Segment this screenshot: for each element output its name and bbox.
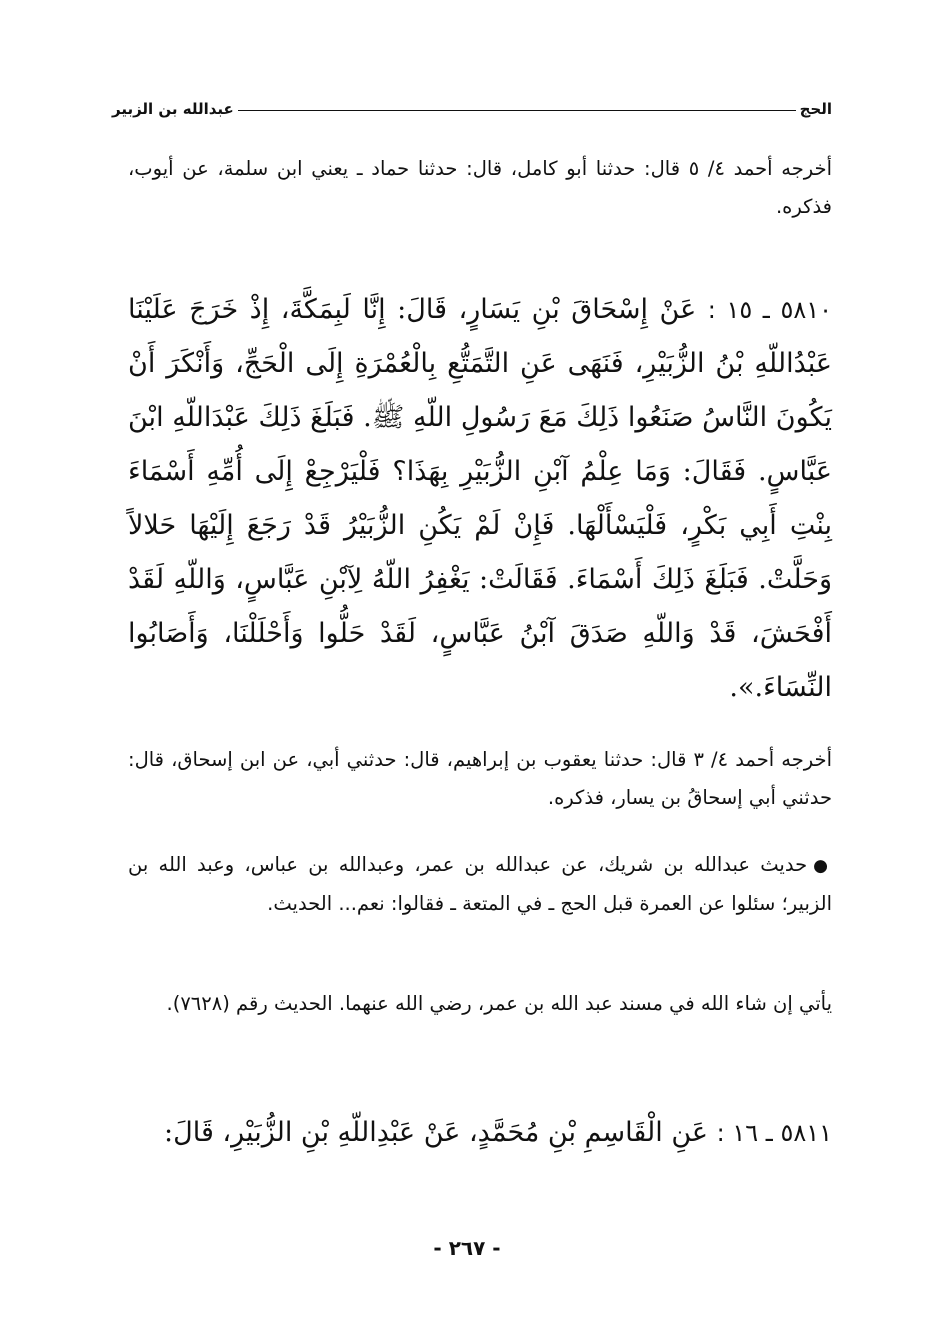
hadith-text: عَنِ الْقَاسِمِ بْنِ مُحَمَّدٍ، عَنْ عَبْدِاللّهِ بْنِ الزُّبَيْرِ، قَالَ:	[164, 1117, 709, 1148]
running-header	[108, 94, 836, 124]
header-rule	[200, 110, 796, 111]
note-text: حديث عبدالله بن شريك، عن عبدالله بن عمر، وعبدالله بن عباس، وعبد الله بن الزبير؛ سئلوا عن العمرة قبل الحج ـ في المتعة ـ فقالوا: نعم... الحديث.	[128, 853, 832, 915]
bullet-icon: ●	[813, 856, 832, 876]
note-takhrij-2: أخرجه أحمد ٤/ ٣ قال: حدثنا يعقوب بن إبراهيم، قال: حدثني أبي، عن ابن إسحاق، قال: حدثني أبي إسحاقُ بن يسار، فذكره.	[128, 748, 832, 809]
hadith-5810	[128, 283, 832, 715]
hadith-text: عَنْ إِسْحَاقَ بْنِ يَسَارٍ، قَالَ: إِنَّا لَبِمَكَّةَ، إِذْ خَرَجَ عَلَيْنَا عَبْدُاللّهِ بْنُ الزُّبَيْرِ، فَنَهَى عَنِ التَّمَتُّعِ بِالْعُمْرَةِ إِلَى الْحَجِّ، وَأَنْكَرَ أَنْ يَكُونَ النَّاسُ صَنَعُوا ذَلِكَ مَعَ رَسُولِ اللّهِ ﷺ. فَبَلَغَ ذَلِكَ عَبْدَاللّهِ ابْنَ عَبَّاسٍ. فَقَالَ: وَمَا عِلْمُ آبْنِ الزُّبَيْرِ بِهَذَا؟ فَلْيَرْجِعْ إِلَى أُمِّهِ أَسْمَاءَ بِنْتِ أَبِي بَكْرٍ، فَلْيَسْأَلْهَا. فَإِنْ لَمْ يَكُنِ الزُّبَيْرُ قَدْ رَجَعَ إِلَيْهَا حَلالاً وَحَلَّتْ. فَبَلَغَ ذَلِكَ أَسْمَاءَ. فَقَالَتْ: يَغْفِرُ اللّهُ لِآبْنِ عَبَّاسٍ، وَاللّهِ لَقَدْ أَفْحَشَ، قَدْ وَاللّهِ صَدَقَ آبْنُ عَبَّاسٍ، لَقَدْ حَلُّوا وَأَحْلَلْنَا، وَأَصَابُوا النِّسَاءَ.».	[128, 294, 832, 703]
hadith-number: ٥٨١٠ ـ ١٥ :	[707, 296, 832, 324]
header-section-title: الحج	[796, 100, 836, 118]
page-number: - ٢٦٧ -	[433, 1236, 501, 1260]
note-hadith-reference	[128, 846, 832, 923]
note-takhrij-1: أخرجه أحمد ٤/ ٥ قال: حدثنا أبو كامل، قال: حدثنا حماد ـ يعني ابن سلمة، عن أيوب، فذكره.	[128, 157, 832, 218]
hadith-number: ٥٨١١ ـ ١٦ :	[716, 1119, 832, 1147]
hadith-5811	[128, 1106, 832, 1160]
note-cross-reference: يأتي إن شاء الله في مسند عبد الله بن عمر، رضي الله عنهما. الحديث رقم (٧٦٢٨).	[166, 992, 832, 1015]
header-musnad-title: عبدالله بن الزبير	[108, 100, 238, 118]
